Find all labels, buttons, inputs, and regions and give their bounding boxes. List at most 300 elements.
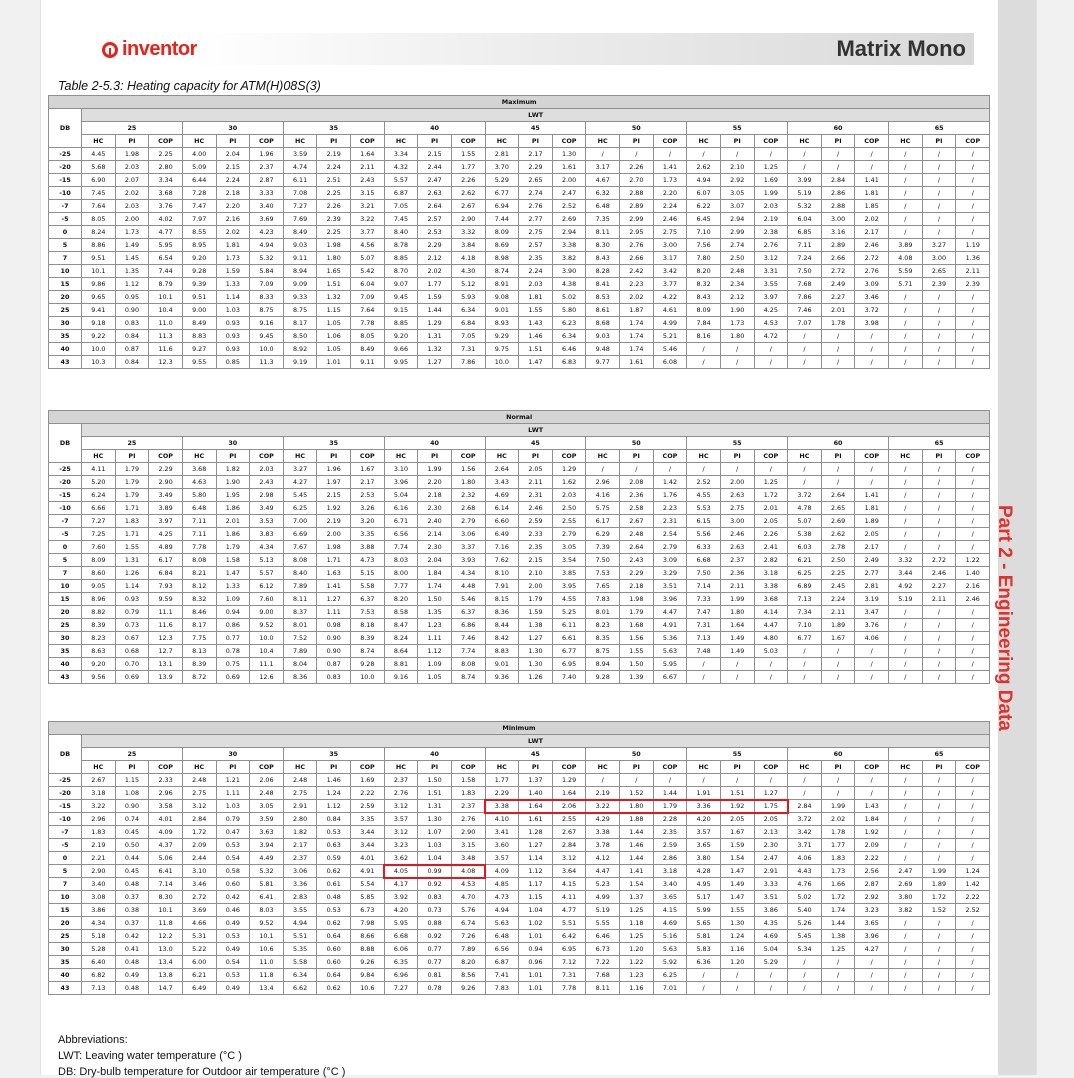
- value-cell: /: [821, 671, 855, 684]
- value-cell: 1.78: [821, 826, 855, 839]
- value-cell: 5.57: [384, 174, 418, 187]
- value-cell: 1.38: [821, 930, 855, 943]
- value-cell: 4.69: [653, 917, 687, 930]
- metric-header: PI: [519, 450, 553, 463]
- value-cell: /: [821, 330, 855, 343]
- value-cell: 0.58: [216, 865, 250, 878]
- value-cell: 1.11: [418, 632, 452, 645]
- value-cell: /: [620, 774, 654, 787]
- value-cell: 4.72: [754, 330, 788, 343]
- value-cell: 0.90: [317, 645, 351, 658]
- value-cell: 1.73: [216, 252, 250, 265]
- value-cell: 3.69: [182, 904, 216, 917]
- value-cell: 3.88: [351, 541, 385, 554]
- value-cell: 2.47: [754, 852, 788, 865]
- value-cell: 1.25: [754, 161, 788, 174]
- value-cell: 6.03: [788, 541, 822, 554]
- value-cell: 2.72: [821, 265, 855, 278]
- value-cell: 3.35: [351, 528, 385, 541]
- value-cell: 5.04: [384, 489, 418, 502]
- value-cell: 3.12: [182, 800, 216, 813]
- value-cell: 6.34: [283, 969, 317, 982]
- metric-header: PI: [317, 135, 351, 148]
- metric-header: COP: [451, 135, 485, 148]
- value-cell: 7.52: [283, 632, 317, 645]
- metric-header: HC: [586, 450, 620, 463]
- value-cell: 1.36: [956, 252, 990, 265]
- value-cell: /: [687, 463, 721, 476]
- value-cell: 1.84: [855, 813, 889, 826]
- table-row: [49, 658, 990, 671]
- value-cell: 0.93: [216, 330, 250, 343]
- value-cell: 9.09: [283, 278, 317, 291]
- value-cell: /: [586, 463, 620, 476]
- value-cell: 1.47: [720, 865, 754, 878]
- table-row: [49, 356, 990, 369]
- value-cell: 6.41: [250, 891, 284, 904]
- value-cell: 0.49: [115, 969, 149, 982]
- value-cell: 2.26: [620, 161, 654, 174]
- value-cell: 0.90: [317, 632, 351, 645]
- value-cell: 7.93: [149, 580, 183, 593]
- value-cell: 3.89: [889, 239, 923, 252]
- value-cell: 2.62: [451, 187, 485, 200]
- value-cell: 4.16: [586, 489, 620, 502]
- value-cell: 3.95: [552, 580, 586, 593]
- value-cell: /: [889, 671, 923, 684]
- db-temperature-cell: 15: [49, 278, 82, 291]
- value-cell: /: [855, 330, 889, 343]
- value-cell: 5.46: [451, 593, 485, 606]
- value-cell: 2.98: [250, 489, 284, 502]
- value-cell: 1.69: [754, 174, 788, 187]
- value-cell: 4.89: [149, 541, 183, 554]
- value-cell: 2.55: [552, 515, 586, 528]
- value-cell: 0.64: [317, 969, 351, 982]
- value-cell: 2.63: [720, 489, 754, 502]
- value-cell: 0.47: [216, 826, 250, 839]
- value-cell: 0.45: [115, 865, 149, 878]
- value-cell: 9.08: [485, 291, 519, 304]
- value-cell: 1.71: [115, 528, 149, 541]
- table-row: [49, 239, 990, 252]
- value-cell: 5.04: [754, 943, 788, 956]
- metric-header: HC: [182, 761, 216, 774]
- value-cell: 5.53: [687, 502, 721, 515]
- value-cell: 2.02: [855, 213, 889, 226]
- value-cell: /: [956, 515, 990, 528]
- value-cell: 2.29: [620, 567, 654, 580]
- value-cell: 3.35: [351, 813, 385, 826]
- value-cell: /: [889, 800, 923, 813]
- value-cell: 3.54: [552, 554, 586, 567]
- value-cell: 2.65: [519, 174, 553, 187]
- value-cell: 2.62: [821, 528, 855, 541]
- value-cell: 8.41: [586, 278, 620, 291]
- value-cell: 0.78: [418, 982, 452, 995]
- value-cell: 2.01: [216, 515, 250, 528]
- value-cell: 4.91: [351, 865, 385, 878]
- value-cell: 1.65: [317, 265, 351, 278]
- brand-logo: [102, 38, 197, 61]
- db-temperature-cell: 7: [49, 878, 82, 891]
- value-cell: 2.03: [552, 489, 586, 502]
- value-cell: /: [889, 502, 923, 515]
- product-name: Matrix Mono: [836, 36, 966, 61]
- lwt-header: LWT: [82, 735, 990, 748]
- value-cell: 6.25: [653, 969, 687, 982]
- value-cell: 8.20: [451, 956, 485, 969]
- value-cell: 1.54: [620, 878, 654, 891]
- value-cell: 5.76: [451, 904, 485, 917]
- value-cell: 2.62: [687, 161, 721, 174]
- value-cell: 2.36: [720, 567, 754, 580]
- value-cell: 8.64: [384, 645, 418, 658]
- value-cell: 1.88: [620, 813, 654, 826]
- value-cell: 1.97: [317, 476, 351, 489]
- value-cell: 6.66: [82, 502, 116, 515]
- value-cell: 1.59: [216, 265, 250, 278]
- value-cell: /: [687, 982, 721, 995]
- value-cell: 5.68: [82, 161, 116, 174]
- value-cell: /: [754, 658, 788, 671]
- value-cell: 3.29: [653, 567, 687, 580]
- value-cell: 4.00: [182, 148, 216, 161]
- value-cell: 2.01: [754, 502, 788, 515]
- value-cell: 7.78: [552, 982, 586, 995]
- value-cell: 8.18: [351, 619, 385, 632]
- value-cell: 6.41: [149, 865, 183, 878]
- value-cell: 9.45: [384, 291, 418, 304]
- value-cell: 4.76: [788, 878, 822, 891]
- value-cell: 4.94: [687, 174, 721, 187]
- value-cell: 2.11: [519, 476, 553, 489]
- value-cell: 1.41: [855, 489, 889, 502]
- value-cell: 7.44: [485, 213, 519, 226]
- value-cell: /: [956, 839, 990, 852]
- value-cell: 7.35: [586, 213, 620, 226]
- value-cell: 5.17: [687, 891, 721, 904]
- value-cell: /: [922, 774, 956, 787]
- value-cell: 0.48: [115, 982, 149, 995]
- value-cell: 1.89: [855, 515, 889, 528]
- value-cell: /: [889, 813, 923, 826]
- value-cell: 2.19: [317, 148, 351, 161]
- value-cell: 1.11: [216, 787, 250, 800]
- value-cell: 1.83: [115, 515, 149, 528]
- db-temperature-cell: -15: [49, 174, 82, 187]
- value-cell: 7.84: [687, 317, 721, 330]
- value-cell: 6.16: [384, 502, 418, 515]
- value-cell: 8.63: [82, 645, 116, 658]
- value-cell: 3.55: [754, 278, 788, 291]
- value-cell: 5.95: [149, 239, 183, 252]
- metric-header: COP: [653, 761, 687, 774]
- value-cell: 1.25: [754, 476, 788, 489]
- lwt-temperature-header: 30: [182, 748, 283, 761]
- value-cell: 11.0: [250, 956, 284, 969]
- value-cell: /: [922, 606, 956, 619]
- value-cell: 2.24: [216, 174, 250, 187]
- value-cell: 3.42: [788, 826, 822, 839]
- value-cell: /: [653, 774, 687, 787]
- value-cell: 5.32: [250, 865, 284, 878]
- value-cell: 3.12: [384, 800, 418, 813]
- value-cell: 8.43: [586, 252, 620, 265]
- value-cell: 2.76: [519, 200, 553, 213]
- value-cell: 1.15: [115, 774, 149, 787]
- value-cell: 4.63: [182, 476, 216, 489]
- value-cell: 8.00: [384, 567, 418, 580]
- value-cell: 2.20: [653, 187, 687, 200]
- brand-name: inventor: [122, 38, 197, 60]
- value-cell: 3.05: [720, 187, 754, 200]
- inventor-logo-icon: [102, 42, 118, 58]
- value-cell: 5.55: [586, 917, 620, 930]
- value-cell: 8.23: [82, 632, 116, 645]
- value-cell: 3.43: [485, 476, 519, 489]
- value-cell: 2.26: [754, 528, 788, 541]
- value-cell: 5.02: [788, 891, 822, 904]
- value-cell: 3.38: [485, 800, 519, 813]
- value-cell: 6.62: [283, 982, 317, 995]
- value-cell: 2.64: [620, 541, 654, 554]
- value-cell: 1.83: [451, 787, 485, 800]
- lwt-temperature-header: 35: [283, 437, 384, 450]
- db-temperature-cell: -5: [49, 528, 82, 541]
- value-cell: 8.39: [82, 619, 116, 632]
- value-cell: 1.64: [720, 619, 754, 632]
- metric-header: COP: [552, 450, 586, 463]
- value-cell: 7.31: [687, 619, 721, 632]
- value-cell: 7.27: [82, 515, 116, 528]
- value-cell: 7.83: [586, 593, 620, 606]
- metric-header: COP: [956, 135, 990, 148]
- value-cell: 3.77: [653, 278, 687, 291]
- metric-header: HC: [82, 450, 116, 463]
- table-row: [49, 278, 990, 291]
- value-cell: 8.39: [182, 658, 216, 671]
- value-cell: 8.30: [149, 891, 183, 904]
- value-cell: 2.99: [620, 213, 654, 226]
- value-cell: 7.50: [687, 567, 721, 580]
- value-cell: /: [956, 800, 990, 813]
- value-cell: 2.90: [149, 476, 183, 489]
- value-cell: 1.41: [317, 580, 351, 593]
- value-cell: 2.80: [283, 813, 317, 826]
- value-cell: 3.49: [250, 502, 284, 515]
- value-cell: /: [922, 200, 956, 213]
- value-cell: 2.69: [821, 515, 855, 528]
- value-cell: /: [956, 606, 990, 619]
- value-cell: 3.58: [149, 800, 183, 813]
- value-cell: 7.28: [182, 187, 216, 200]
- value-cell: 3.44: [351, 839, 385, 852]
- value-cell: 2.94: [720, 213, 754, 226]
- db-temperature-cell: 10: [49, 891, 82, 904]
- value-cell: /: [687, 343, 721, 356]
- table-row: [49, 502, 990, 515]
- value-cell: 2.84: [821, 174, 855, 187]
- capacity-table-normal: [48, 410, 990, 684]
- value-cell: 1.77: [418, 278, 452, 291]
- value-cell: 2.16: [216, 213, 250, 226]
- value-cell: 8.92: [283, 343, 317, 356]
- value-cell: /: [889, 515, 923, 528]
- db-temperature-cell: 43: [49, 671, 82, 684]
- value-cell: 1.50: [620, 658, 654, 671]
- lwt-temperature-header: 50: [586, 437, 687, 450]
- value-cell: /: [922, 174, 956, 187]
- value-cell: 11.8: [149, 917, 183, 930]
- value-cell: 3.68: [149, 187, 183, 200]
- value-cell: 1.79: [216, 541, 250, 554]
- value-cell: 3.33: [250, 187, 284, 200]
- value-cell: 2.47: [889, 865, 923, 878]
- value-cell: 4.37: [149, 839, 183, 852]
- value-cell: /: [956, 226, 990, 239]
- value-cell: 2.45: [821, 580, 855, 593]
- value-cell: 1.80: [720, 330, 754, 343]
- value-cell: 2.92: [855, 891, 889, 904]
- value-cell: 7.31: [451, 343, 485, 356]
- value-cell: 4.02: [149, 213, 183, 226]
- value-cell: 0.94: [216, 606, 250, 619]
- value-cell: 9.36: [485, 671, 519, 684]
- value-cell: 1.29: [418, 317, 452, 330]
- value-cell: 9.95: [384, 356, 418, 369]
- value-cell: 5.63: [653, 943, 687, 956]
- value-cell: 0.49: [216, 943, 250, 956]
- value-cell: 8.23: [586, 619, 620, 632]
- value-cell: /: [956, 161, 990, 174]
- value-cell: /: [788, 148, 822, 161]
- metric-header: PI: [216, 450, 250, 463]
- table-row: [49, 671, 990, 684]
- value-cell: 3.10: [384, 463, 418, 476]
- value-cell: 10.0: [485, 356, 519, 369]
- value-cell: 1.46: [317, 774, 351, 787]
- value-cell: 1.11: [317, 606, 351, 619]
- value-cell: 4.15: [653, 904, 687, 917]
- value-cell: 9.66: [384, 343, 418, 356]
- value-cell: 4.25: [149, 528, 183, 541]
- value-cell: 4.94: [250, 239, 284, 252]
- value-cell: 2.80: [149, 161, 183, 174]
- value-cell: 3.84: [451, 239, 485, 252]
- value-cell: 1.23: [418, 619, 452, 632]
- value-cell: 2.00: [720, 476, 754, 489]
- value-cell: 9.28: [351, 658, 385, 671]
- value-cell: /: [821, 658, 855, 671]
- db-temperature-cell: 40: [49, 658, 82, 671]
- value-cell: /: [922, 956, 956, 969]
- value-cell: 9.75: [485, 343, 519, 356]
- value-cell: /: [889, 645, 923, 658]
- value-cell: 3.06: [451, 528, 485, 541]
- metric-header: HC: [485, 761, 519, 774]
- metric-header: COP: [351, 135, 385, 148]
- value-cell: /: [889, 489, 923, 502]
- value-cell: 1.83: [821, 852, 855, 865]
- value-cell: 3.68: [182, 463, 216, 476]
- value-cell: 1.72: [821, 891, 855, 904]
- value-cell: 2.11: [956, 265, 990, 278]
- value-cell: 2.06: [250, 774, 284, 787]
- value-cell: /: [956, 356, 990, 369]
- value-cell: 3.06: [283, 865, 317, 878]
- value-cell: 10.4: [250, 645, 284, 658]
- value-cell: /: [586, 148, 620, 161]
- value-cell: 9.86: [82, 278, 116, 291]
- value-cell: 8.98: [485, 252, 519, 265]
- value-cell: 6.73: [586, 943, 620, 956]
- value-cell: 2.34: [720, 278, 754, 291]
- value-cell: 9.65: [82, 291, 116, 304]
- value-cell: 1.41: [653, 161, 687, 174]
- value-cell: 7.91: [485, 580, 519, 593]
- db-temperature-cell: 20: [49, 917, 82, 930]
- db-temperature-cell: 25: [49, 930, 82, 943]
- value-cell: /: [956, 304, 990, 317]
- value-cell: /: [821, 476, 855, 489]
- value-cell: 7.40: [552, 671, 586, 684]
- value-cell: 1.47: [720, 891, 754, 904]
- value-cell: 0.99: [418, 865, 452, 878]
- value-cell: /: [821, 645, 855, 658]
- value-cell: /: [956, 852, 990, 865]
- value-cell: 1.01: [317, 356, 351, 369]
- value-cell: 2.89: [620, 200, 654, 213]
- value-cell: 3.32: [889, 554, 923, 567]
- table-row: [49, 489, 990, 502]
- value-cell: 2.19: [317, 515, 351, 528]
- value-cell: 7.62: [485, 554, 519, 567]
- value-cell: 6.11: [552, 619, 586, 632]
- value-cell: 7.46: [788, 304, 822, 317]
- lwt-temperature-header: 65: [889, 122, 990, 135]
- value-cell: 3.48: [451, 852, 485, 865]
- metric-header: HC: [788, 135, 822, 148]
- db-temperature-cell: 5: [49, 865, 82, 878]
- lwt-temperature-header: 40: [384, 748, 485, 761]
- value-cell: 1.30: [720, 917, 754, 930]
- value-cell: 2.15: [519, 554, 553, 567]
- db-temperature-cell: -20: [49, 476, 82, 489]
- value-cell: 10.0: [250, 343, 284, 356]
- value-cell: 8.79: [149, 278, 183, 291]
- value-cell: 1.77: [485, 774, 519, 787]
- value-cell: /: [889, 161, 923, 174]
- value-cell: 3.83: [250, 528, 284, 541]
- value-cell: 2.12: [418, 252, 452, 265]
- value-cell: /: [788, 774, 822, 787]
- value-cell: 7.89: [283, 580, 317, 593]
- table-row: [49, 606, 990, 619]
- value-cell: 7.47: [687, 606, 721, 619]
- db-temperature-cell: 20: [49, 606, 82, 619]
- value-cell: 3.23: [855, 904, 889, 917]
- value-cell: 4.01: [351, 852, 385, 865]
- value-cell: 8.58: [384, 606, 418, 619]
- value-cell: 2.69: [889, 878, 923, 891]
- value-cell: 3.97: [149, 515, 183, 528]
- value-cell: 3.34: [384, 148, 418, 161]
- value-cell: 8.68: [586, 317, 620, 330]
- value-cell: 4.53: [451, 878, 485, 891]
- value-cell: 1.27: [519, 632, 553, 645]
- value-cell: 2.00: [317, 528, 351, 541]
